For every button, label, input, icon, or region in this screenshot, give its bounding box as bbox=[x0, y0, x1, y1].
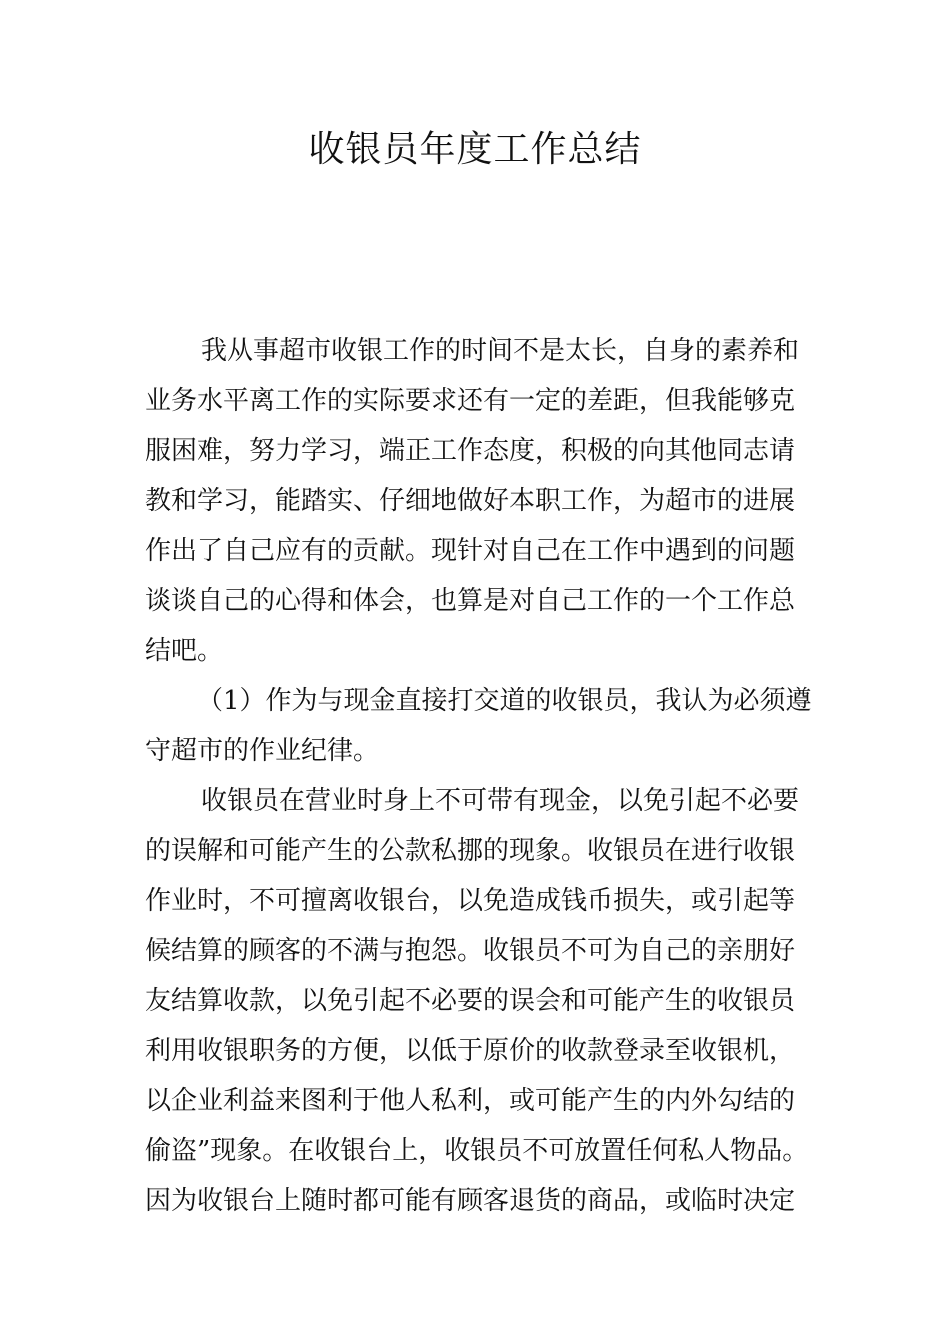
paragraph-line: 我从事超市收银工作的时间不是太长，自身的素养和 bbox=[201, 336, 800, 366]
paragraph-line: 结吧。 bbox=[145, 636, 224, 666]
section-heading-line: 守超市的作业纪律。 bbox=[145, 736, 380, 766]
paragraph-line: 偷盗”现象。在收银台上，收银员不可放置任何私人物品。 bbox=[145, 1136, 809, 1166]
document-title: 收银员年度工作总结 bbox=[308, 129, 642, 170]
paragraph-line: 收银员在营业时身上不可带有现金，以免引起不必要 bbox=[201, 786, 800, 816]
paragraph-line: 业务水平离工作的实际要求还有一定的差距，但我能够克 bbox=[145, 386, 796, 416]
paragraph-line: 因为收银台上随时都可能有顾客退货的商品，或临时决定 bbox=[145, 1186, 796, 1216]
paragraph-line: 友结算收款，以免引起不必要的误会和可能产生的收银员 bbox=[145, 986, 796, 1016]
paragraph-line: 以企业利益来图利于他人私利，或可能产生的内外勾结的 bbox=[145, 1086, 796, 1116]
paragraph-line: 利用收银职务的方便，以低于原价的收款登录至收银机， bbox=[145, 1036, 796, 1066]
paragraph-line: 谈谈自己的心得和体会，也算是对自己工作的一个工作总 bbox=[145, 586, 796, 616]
section-heading-line: （1）作为与现金直接打交道的收银员，我认为必须遵 bbox=[197, 686, 812, 716]
paragraph-line: 教和学习，能踏实、仔细地做好本职工作，为超市的进展 bbox=[145, 486, 796, 516]
paragraph-line: 作业时，不可擅离收银台，以免造成钱币损失，或引起等 bbox=[145, 886, 796, 916]
paragraph-line: 候结算的顾客的不满与抱怨。收银员不可为自己的亲朋好 bbox=[145, 936, 796, 966]
paragraph-line: 作出了自己应有的贡献。现针对自己在工作中遇到的问题 bbox=[145, 536, 796, 566]
document-body bbox=[145, 326, 810, 1226]
paragraph-line: 的误解和可能产生的公款私挪的现象。收银员在进行收银 bbox=[145, 836, 796, 866]
paragraph-line: 服困难，努力学习，端正工作态度，积极的向其他同志请 bbox=[145, 436, 796, 466]
